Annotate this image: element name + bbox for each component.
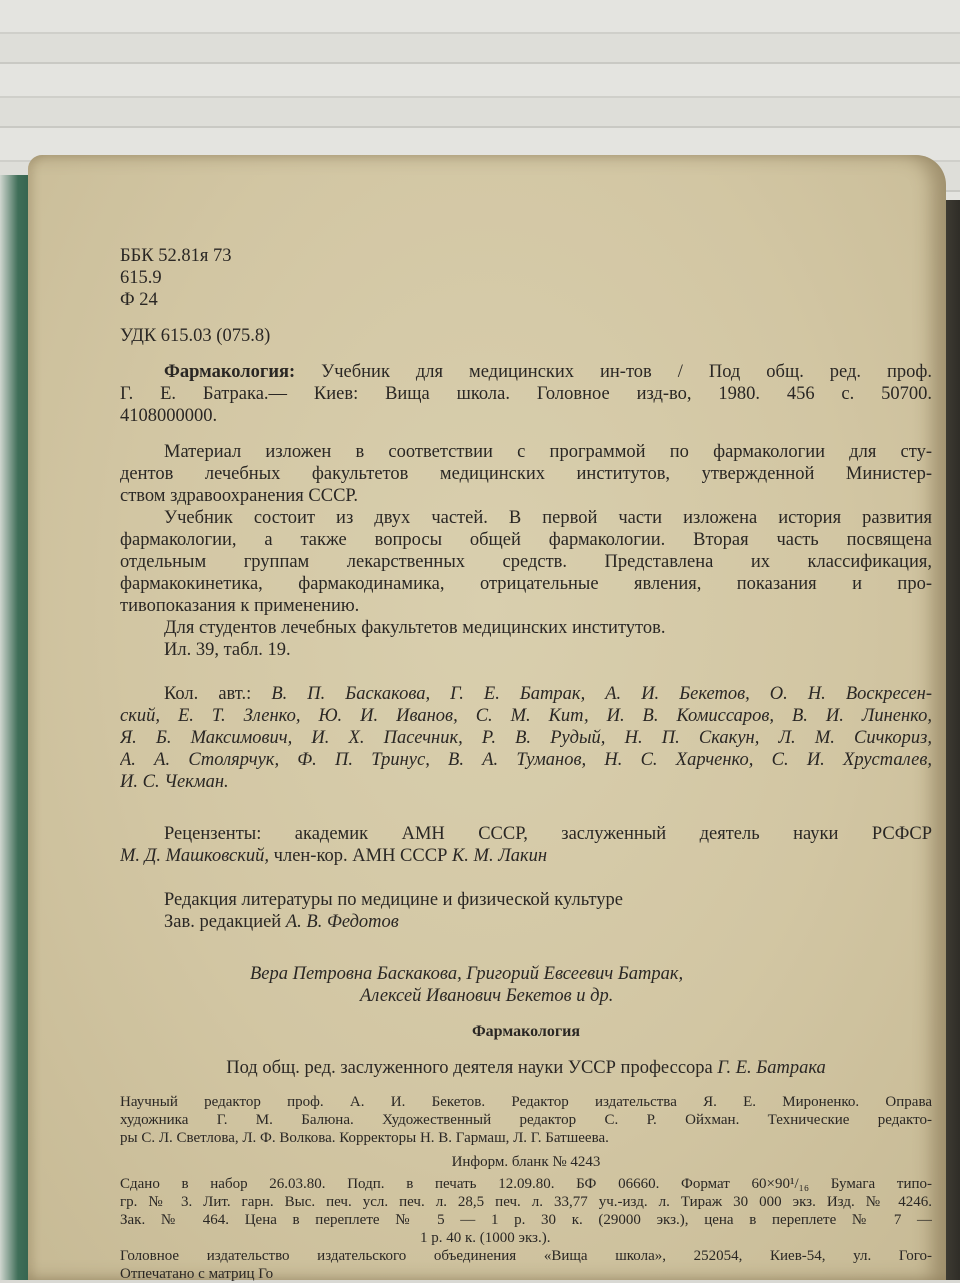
authors-line: Я. Б. Максимович, И. Х. Пасечник, Р. В. Рудый, Н. П. Скакун, Л. М. Сичкориз, <box>120 728 932 748</box>
reviewers-line1: академик АМН СССР, заслуженный деятель науки РСФСР <box>294 824 932 844</box>
reviewers <box>120 823 932 867</box>
abstract-p2-line: фармакокинетика, фармакодинамика, отрицательные явления, показания и про- <box>120 574 932 594</box>
reviewer-title: член-кор. АМН СССР <box>273 846 448 866</box>
inform-blank: Информ. бланк № 4243 <box>451 1154 601 1170</box>
last-line: Отпечатано с матриц Го <box>120 1266 274 1282</box>
editorial-head-name: А. В. Федотов <box>285 912 399 932</box>
abstract-p2-line: тивопоказания к применению. <box>120 596 360 616</box>
abstract-p1-line: ством здравоохранения СССР. <box>120 486 359 506</box>
print-line: гр. № 3. Лит. гарн. Выс. печ. усл. печ. л. 28,5 печ. л. 33,77 уч.-изд. л. Тираж 30 000 экз. Изд. № 4246. <box>120 1194 932 1210</box>
page-content <box>120 245 932 1283</box>
abstract-p2-line: фармакологии, а также вопросы общей фармакологии. Вторая часть посвящена <box>120 530 932 550</box>
bbk-code: ББК 52.81я 73 <box>120 246 232 266</box>
editorial-head-label: Зав. редакцией <box>164 912 282 932</box>
colophon-authors-line2: Алексей Иванович Бекетов и др. <box>360 986 614 1006</box>
reviewers-label: Рецензенты: <box>164 824 262 844</box>
abstract-p2-line: отдельным группам лекарственных средств. Представлена их классификация, <box>120 552 932 572</box>
authors-line: В. П. Баскакова, Г. Е. Батрак, А. И. Бекетов, О. Н. Воскресен- <box>271 684 932 704</box>
print-line: Зак. № 464. Цена в переплете № 5 — 1 р. 30 к. (29000 экз.), цена в переплете № 7 — <box>120 1212 932 1228</box>
authors-line: ский, Е. Т. Зленко, Ю. И. Иванов, С. М. Кит, И. В. Комиссаров, В. И. Линенко, <box>120 706 932 726</box>
bibliographic-description <box>120 361 932 427</box>
credits-line: художника Г. М. Балюна. Художественный редактор С. Р. Ойхман. Технические редакто- <box>120 1112 932 1128</box>
publisher-line: Головное издательство издательского объединения «Вища школа», 252054, Киев-54, ул. Гого- <box>120 1248 932 1264</box>
print-line: Сдано в набор 26.03.80. Подп. в печать 12.09.80. БФ 06660. Формат 60×90¹/₁₆ Бумага типо- <box>120 1176 932 1192</box>
editorial-line1: Редакция литературы по медицине и физической культуре <box>164 890 623 910</box>
book-title-bold: Фармакология: <box>164 362 296 382</box>
authors-collective <box>120 683 932 793</box>
udk-code: УДК 615.03 (075.8) <box>120 326 271 346</box>
colophon-authors-line1: Вера Петровна Баскакова, Григорий Евсеевич Батрак, <box>250 964 684 984</box>
colophon-editor-name: Г. Е. Батрака <box>717 1058 826 1078</box>
authors-label: Кол. авт.: <box>164 684 252 704</box>
authors-line: И. С. Чекман. <box>120 772 229 792</box>
colophon-editor-text: Под общ. ред. заслуженного деятеля науки УССР профессора <box>226 1058 713 1078</box>
reviewer-name-1: М. Д. Машковский, <box>120 846 270 866</box>
authors-line: А. А. Столярчук, Ф. П. Тринус, В. А. Туманов, Н. С. Харченко, С. И. Хрусталев, <box>120 750 932 770</box>
classification-code-3: Ф 24 <box>120 290 158 310</box>
credits-line: ры С. Л. Светлова, Л. Ф. Волкова. Корректоры Н. В. Гармаш, Л. Г. Батшеева. <box>120 1130 609 1146</box>
abstract-illustrations: Ил. 39, табл. 19. <box>164 640 291 660</box>
biblio-line2: Г. Е. Батрака.— Киев: Вища школа. Головное изд-во, 1980. 456 с. 50700. <box>120 384 932 404</box>
colophon-title: Фармакология <box>471 1023 581 1040</box>
abstract-audience: Для студентов лечебных факультетов медицинских институтов. <box>164 618 666 638</box>
biblio-line1-rest: Учебник для медицинских ин-тов / Под общ. ред. проф. <box>321 362 932 382</box>
print-line: 1 р. 40 к. (1000 экз.). <box>420 1230 551 1246</box>
colophon <box>120 963 932 1283</box>
abstract-p2-line: Учебник состоит из двух частей. В первой части изложена история развития <box>164 508 932 528</box>
reviewer-name-2: К. М. Лакин <box>452 846 548 866</box>
classification-code-2: 615.9 <box>120 268 162 288</box>
biblio-line3: 4108000000. <box>120 406 218 426</box>
classification-block <box>120 245 932 347</box>
editorial-info <box>120 889 932 933</box>
abstract <box>120 441 932 661</box>
book-page <box>28 155 946 1280</box>
credits-line: Научный редактор проф. А. И. Бекетов. Редактор издательства Я. Е. Мироненко. Оправа <box>120 1094 932 1110</box>
abstract-p1-line: Материал изложен в соответствии с программой по фармакологии для сту- <box>164 442 932 462</box>
abstract-p1-line: дентов лечебных факультетов медицинских институтов, утвержденной Министер- <box>120 464 932 484</box>
